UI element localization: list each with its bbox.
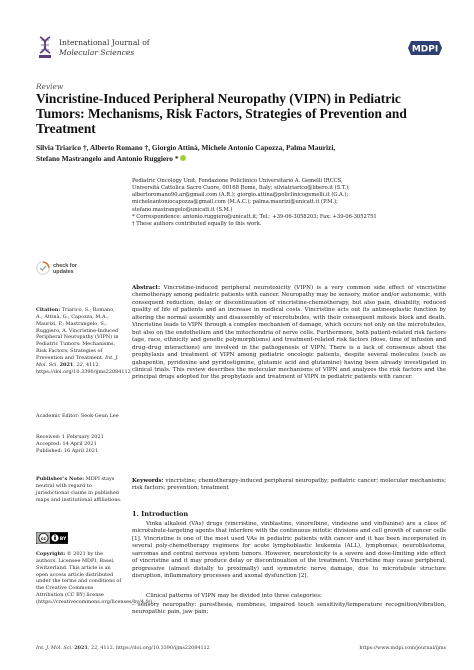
keywords-text: vincristine; chemotherapy-induced peripheral neuropathy; pediatric cancer; molecular mechanisms; risk factors; prevention; treatment <box>132 478 446 492</box>
citation-doi[interactable]: , 4112. https://doi.org/10.3390/ijms22084112 <box>36 361 131 375</box>
equal-contribution-note: † These authors contributed equally to this work. <box>132 220 262 227</box>
abstract-label: Abstract: <box>132 285 161 291</box>
footer-journal: Int. J. Mol. Sci. <box>36 645 73 651</box>
mdpi-logo[interactable] <box>408 41 442 55</box>
citation-volume: 22 <box>76 361 83 368</box>
journal-name-line2: Molecular Sciences <box>59 48 135 57</box>
article-type: Review <box>36 82 64 91</box>
received-date: Received: 1 February 2021 <box>36 434 104 440</box>
affiliations <box>132 178 452 228</box>
introduction-paragraph-1: Vinka alkaloid (VAs) drugs (vincristine, vinblastine, vinorelbine, vindesine and vinflunine) are a class of microtubule-targeting agents that interfere with the continuous mitotic divisions and cell growth of cancer cells [1]. Vincristine is one of the most used VAs in pediatric patients with cancer and it has been incorporated in several poly-chemotherapy regimens for acute lymphoblastic leukemia (ALL), lymphomas, neuroblastoma, sarcomas and central nervous system tumors. However, neurotoxicity is a severe and dose-limiting side effect of vincristine and it may produce delay or discontinuation of the treatment. Vincristine may cause peripheral, progressive (almost distally to proximally) and symmetric nerve damage, due to microtubule structure disruption, inflammatory processes and axonal dysfunction [2]. <box>132 521 446 580</box>
citation-block: Citation: Triarico, S.; Romano, A.; Attinà, G.; Capozza, M.A.; Maurizi, P.; Mastrangelo, S.; Ruggiero, A. Vincristine-Induced Peripheral Neuropathy (VIPN) in Pediatric Tumors: Mechanisms, Risk Factors, Strategies of Prevention and Treatment. Int. J. Mol. Sci. 2021, 22, 4112. https://doi.org/10.3390/ijms22084112 <box>36 307 131 375</box>
journal-name-line1: International Journal of <box>59 38 150 47</box>
journal-name <box>59 38 150 58</box>
citation-text: Triarico, S.; Romano, A.; Attinà, G.; Capozza, M.A.; Maurizi, P.; Mastrangelo, S.; Ruggiero, A. Vincristine-Induced Peripheral Neuropathy (VIPN) in Pediatric Tumors: Mechanisms, Risk Factors, Strategies of Prevention and Treatment. <box>36 307 119 361</box>
authors-line2-wrap <box>36 154 446 165</box>
publisher-note-text: MDPI stays neutral with regard to jurisdictional claims in published maps and institutional affiliations. <box>36 476 122 503</box>
published-date: Published: 16 April 2021 <box>36 447 99 454</box>
keywords-label: Keywords: <box>132 478 164 484</box>
journal-logo-icon <box>36 36 54 60</box>
correspondence-line: * Correspondence: antonio.ruggiero@unicatt.it; Tel.: +39-06-3058203; Fax: +39-06-3052751 <box>132 213 377 220</box>
check-updates-line2: updates <box>53 269 74 276</box>
affiliation-line: stefano.mastrangelo@unicatt.it (S.M.) <box>132 206 233 213</box>
footer-journal-url[interactable]: https://www.mdpi.com/journal/ijms <box>359 645 446 651</box>
footer-year: 2021 <box>74 645 88 651</box>
abstract <box>132 285 446 382</box>
affiliation-line: Pediatric Oncology Unit, Fondazione Policlinico Universitario A. Gemelli IRCCS, <box>132 178 343 184</box>
cc-by-license-icon[interactable] <box>36 532 68 544</box>
publisher-note-label: Publisher’s Note: <box>36 476 85 482</box>
publication-dates <box>36 434 122 455</box>
section-heading-introduction: 1. Introduction <box>132 510 189 518</box>
introduction-paragraph-2: Clinical patterns of VIPN may be divided into three categories: <box>146 593 322 599</box>
authors-line1: Silvia Triarico †, Alberto Romano †, Giorgio Attinà, Michele Antonio Capozza, Palma Maurizi, <box>36 143 336 152</box>
footer-citation <box>36 645 210 651</box>
copyright-label: Copyright: <box>36 551 66 557</box>
affiliation-line: micheleantoniocapozza@gmail.com (M.A.C.); palma.maurizi@unicatt.it (P.M.); <box>132 199 338 206</box>
article-title: Vincristine-Induced Peripheral Neuropathy (VIPN) in Pediatric Tumors: Mechanisms, Risk Factors, Strategies of Prevention and Treatment <box>36 91 407 136</box>
keywords <box>132 478 446 493</box>
authors-line2: Stefano Mastrangelo and Antonio Ruggiero * <box>36 153 179 163</box>
accepted-date: Accepted: 14 April 2021 <box>36 440 97 447</box>
affiliation-line: albertoromano90.ar@gmail.com (A.R.); giorgio.attina@policlinicogemelli.it (G.A.); <box>132 192 349 199</box>
check-updates-line1: check for <box>53 263 77 269</box>
orcid-icon[interactable] <box>180 155 186 161</box>
author-list <box>36 143 446 164</box>
citation-label: Citation: <box>36 307 61 313</box>
check-for-updates-icon[interactable] <box>36 261 50 275</box>
affiliation-line: Università Cattolica Sacro Cuore, 00168 Rome, Italy; silviatriarico@libero.it (S.T.); <box>132 185 350 192</box>
svg-text:BY: BY <box>59 537 67 542</box>
svg-text:cc: cc <box>40 536 47 542</box>
publisher-note <box>36 476 122 503</box>
academic-editor: Academic Editor: Seok-Geun Lee <box>36 413 119 419</box>
citation-year: 2021 <box>59 361 74 368</box>
introduction-bullet-sensory: – sensory neuropathy: paresthesia, numbness, impaired touch sensitivity/temperature recognition/vibration, neuropathic pain, jaw pain; <box>132 602 446 616</box>
check-for-updates-label[interactable] <box>53 263 77 275</box>
footer-doi[interactable]: , 22, 4112. https://doi.org/10.3390/ijms22084112 <box>87 645 210 651</box>
copyright-notice <box>36 551 154 606</box>
abstract-text: Vincristine-induced peripheral neurotoxicity (VIPN) is a very common side effect of vincristine chemotherapy among pediatric patients with cancer. Neuropathy may be sensory, motor and/or autonomic, with consequent reduction, delay or discontinuation of vincristine-chemotherapy, but also pain, disability, reduced quality of life of patients and an increase in medical costs. Vincristine acts out its antineoplastic function by altering the normal assembly and disassembly of microtubules, with their consequent mitosis block and death. Vincristine leads to VIPN through a complex mechanism of damage, which occurs not only on the microtubules, but also on the endothelium and the mitochondria of nerve cells. Furthermore, both patient-related risk factors (age, race, ethnicity and genetic polymorphisms) and treatment-related risk factors (dose, time of infusion and drug–drug interactions) are involved in the pathogenesis of VIPN. There is a lack of consensus about the prophylaxis and treatment of VIPN among pediatric oncologic patients, despite several molecules (such as gabapentin, pyridoxine and pyridostigmine, glutamic acid and glutamine) having been already investigated in clinical trials. This review describes the molecular mechanisms of VIPN and analyzes the risk factors and the principal drugs adopted for the prophylaxis and treatment of VIPN in pediatric patients with cancer. <box>132 285 446 381</box>
copyright-text: © 2021 by the authors. Licensee MDPI, Basel, Switzerland. This article is an open access article distributed under the terms and conditions of the Creative Commons Attribution (CC BY) license (https://creativecommons.org/licenses/by/4.0/). <box>36 551 154 605</box>
mdpi-logo-text: MDPI <box>411 44 439 55</box>
citation-journal: Int. J. Mol. Sci. <box>36 354 119 368</box>
